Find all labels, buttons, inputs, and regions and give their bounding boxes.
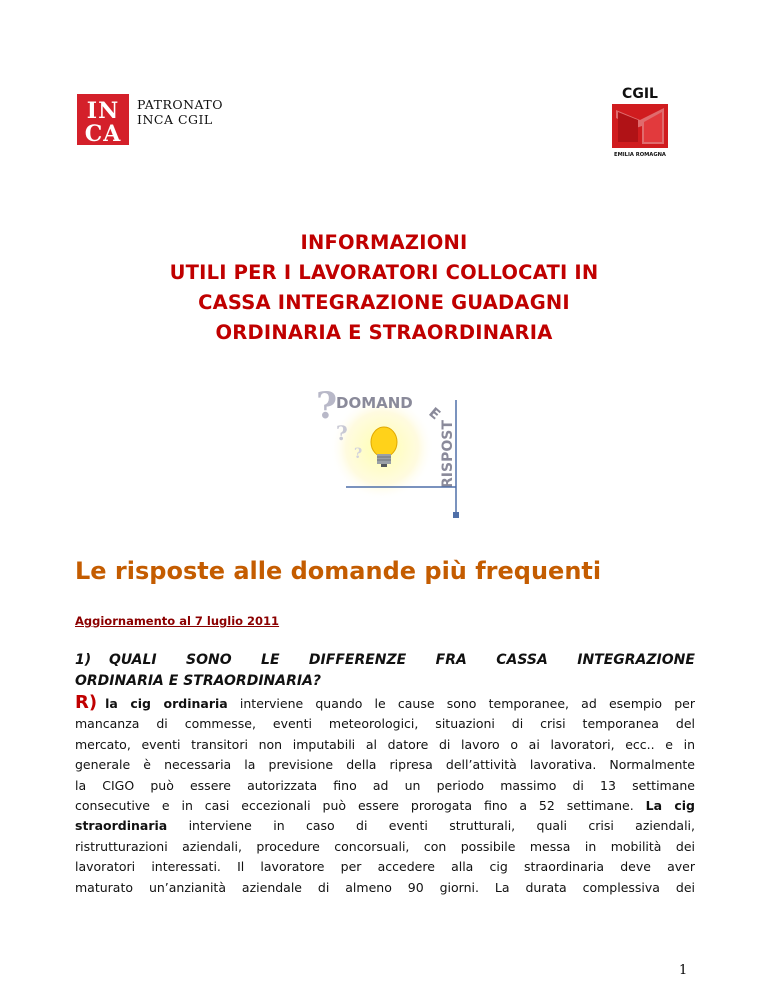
question-1 [75,650,695,692]
answer-1 [75,693,695,898]
answer-line: consecutive e in casi eccezionali può essere prorogata fino a 52 settimane. La cig [75,798,695,814]
question-line-2: ORDINARIA E STRAORDINARIA? [75,673,322,689]
svg-text:CGIL: CGIL [622,86,658,102]
answer-line: la CIGO può essere autorizzata fino ad un periodo massimo di 13 settimane [75,777,695,793]
answer-term: La cig [645,798,695,814]
q-word: QUALI [109,652,157,668]
q-word: SONO [186,652,232,668]
title-line-2: UTILI PER I LAVORATORI COLLOCATI IN [169,261,599,284]
answer-line: ristrutturazioni aziendali, procedure concorsuali, con possibile messa in mobilità dei [75,838,695,854]
answer-term: straordinaria [75,818,168,834]
answer-line: R) la cig ordinaria interviene quando le cause sono temporanee, ad esempio per [75,693,695,713]
answer-line: generale è necessaria la previsione della ripresa dell’attività lavorativa. Normalmente [75,757,695,773]
svg-text:IN: IN [86,98,120,124]
cgil-logo-icon [608,84,672,158]
inca-label [137,97,223,127]
q-word: INTEGRAZIONE [577,652,695,668]
svg-text:?: ? [336,421,348,445]
answer-line: mercato, eventi transitori non imputabili al datore di lavoro o ai lavoratori, ecc.. e in [75,736,695,752]
answer-line: lavoratori interessati. Il lavoratore per accedere alla cig straordinaria deve aver [75,859,695,875]
inca-line1: PATRONATO [137,97,223,112]
svg-text:?: ? [316,385,338,427]
answer-line: maturato un’anzianità aziendale di almeno 90 giorni. La durata complessiva dei [75,879,695,895]
answer-line: straordinaria interviene in caso di eventi strutturali, quali crisi aziendali, [75,818,695,834]
svg-text:DOMAND: DOMAND [336,394,413,412]
question-number: 1) [75,652,92,668]
svg-text:RISPOST: RISPOST [440,420,456,488]
svg-text:E: E [425,404,444,424]
q-word: DIFFERENZE [308,652,407,668]
faq-heading: Le risposte alle domande più frequenti [75,557,602,585]
answer-marker: R) [75,693,98,713]
title-line-4: ORDINARIA E STRAORDINARIA [215,321,553,344]
update-note: Aggiornamento al 7 luglio 2011 [75,614,280,628]
q-word: FRA [435,652,467,668]
q-word: LE [261,652,280,668]
inca-logo-icon [77,94,129,145]
question-lightbulb-icon [310,380,460,520]
answer-line: mancanza di commesse, eventi meteorologici, situazioni di crisi temporanea del [75,716,695,732]
page-number: 1 [679,963,688,978]
question-line-1 [75,650,695,671]
q-word: CASSA [496,652,548,668]
svg-text:CA: CA [84,121,122,145]
answer-term: la cig ordinaria [105,696,228,711]
svg-text:EMILIA ROMAGNA: EMILIA ROMAGNA [614,152,666,158]
svg-text:?: ? [354,446,363,462]
title-line-1: INFORMAZIONI [300,231,468,254]
inca-line2: INCA CGIL [137,112,213,127]
page-title [60,228,708,348]
title-line-3: CASSA INTEGRAZIONE GUADAGNI [198,291,570,314]
